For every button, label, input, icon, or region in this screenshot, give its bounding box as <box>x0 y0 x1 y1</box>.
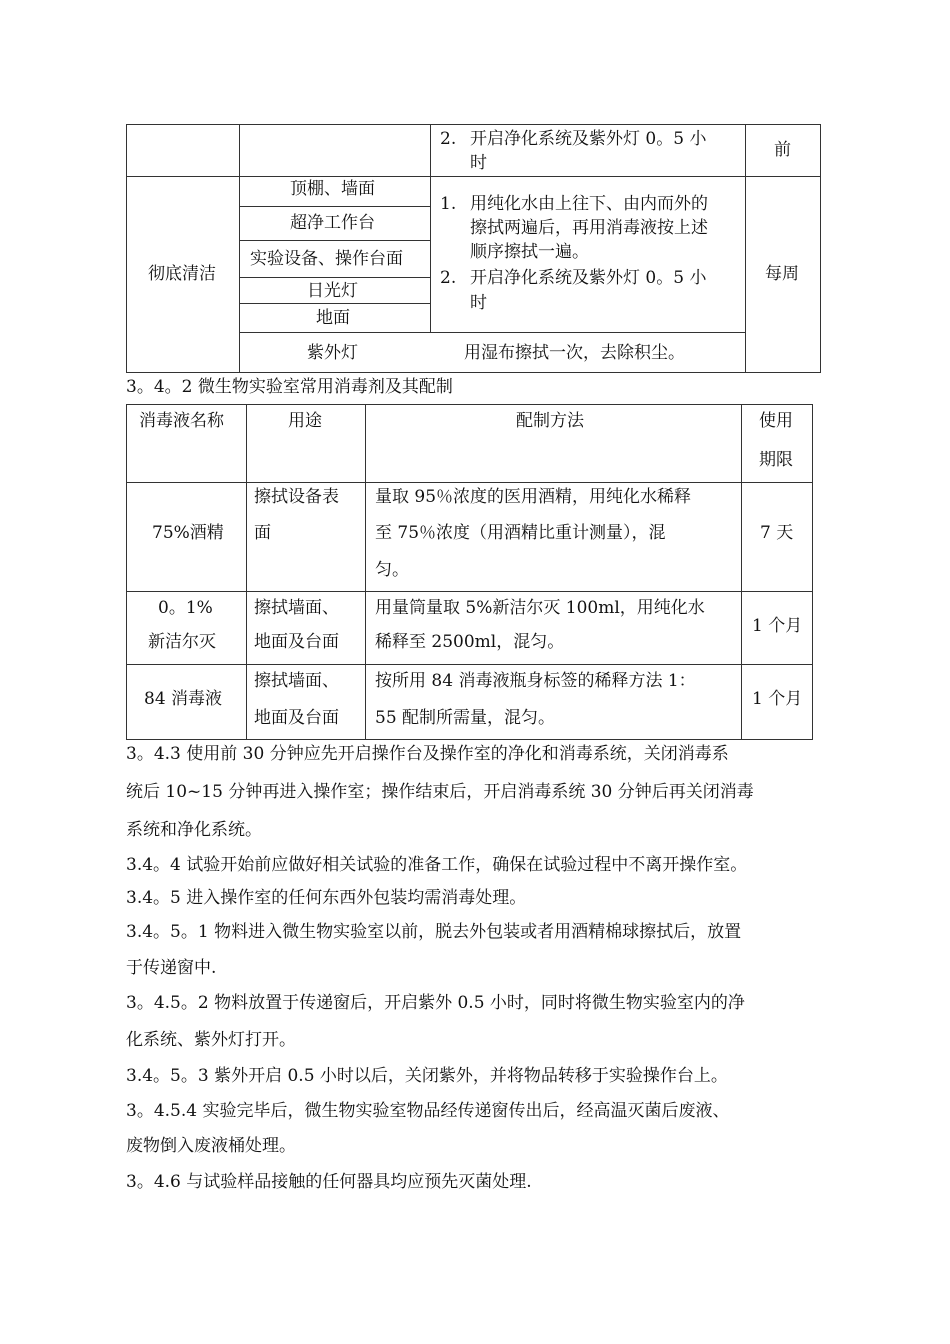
paragraph-line: 3.4。5。1 物料进入微生物实验室以前，脱去外包装或者用酒精棉球擦拭后，放置 <box>126 922 742 942</box>
paragraph-line: 3。4.3 使用前 30 分钟应先开启操作台及操作室的净化和消毒系统，关闭消毒系 <box>126 744 729 764</box>
frequency-cell: 每周 <box>765 264 799 284</box>
table-border <box>126 124 127 373</box>
preparation-method: 量取 95％浓度的医用酒精，用纯化水稀释 <box>375 487 692 507</box>
column-header-limit: 使用 <box>759 411 793 431</box>
table-border <box>126 664 812 665</box>
table-border <box>126 404 812 405</box>
disinfectant-name: 0。1% <box>158 598 213 618</box>
preparation-method: 按所用 84 消毒液瓶身标签的稀释方法 1： <box>375 671 696 691</box>
column-header-use: 用途 <box>288 411 322 431</box>
preparation-method: 匀。 <box>375 560 409 580</box>
method-number: 1. <box>440 194 457 214</box>
area-cell: 紫外灯 <box>307 343 358 363</box>
table-border <box>239 303 430 304</box>
usage-limit: 1 个月 <box>752 689 803 709</box>
area-cell: 顶棚、墙面 <box>290 179 375 199</box>
disinfectant-use: 擦拭设备表 <box>254 487 339 507</box>
method-text: 开启净化系统及紫外灯 0。5 小 <box>470 268 707 288</box>
paragraph-line: 3.4。4 试验开始前应做好相关试验的准备工作，确保在试验过程中不离开操作室。 <box>126 855 748 875</box>
table-border <box>126 404 127 740</box>
paragraph-line: 废物倒入废液桶处理。 <box>126 1136 296 1156</box>
preparation-method: 用量筒量取 5%新洁尔灭 100ml，用纯化水 <box>375 598 705 618</box>
paragraph-line: 3。4.5.4 实验完毕后，微生物实验室物品经传递窗传出后，经高温灭菌后废液、 <box>126 1101 730 1121</box>
paragraph-line: 于传递窗中. <box>126 958 217 978</box>
section-heading: 3。4。2 微生物实验室常用消毒剂及其配制 <box>126 377 453 397</box>
method-text: 顺序擦拭一遍。 <box>470 242 589 262</box>
table-border <box>239 277 430 278</box>
paragraph-line: 3。4.5。2 物料放置于传递窗后，开启紫外 0.5 小时，同时将微生物实验室内的净 <box>126 993 745 1013</box>
disinfectant-use: 地面及台面 <box>254 632 339 652</box>
paragraph-line: 3.4。5。3 紫外开启 0.5 小时以后，关闭紫外，并将物品转移于实验操作台上。 <box>126 1066 728 1086</box>
preparation-method: 稀释至 2500ml，混匀。 <box>375 632 565 652</box>
disinfectant-use: 擦拭墙面、 <box>254 598 339 618</box>
table-border <box>126 124 820 125</box>
method-text: 开启净化系统及紫外灯 0。5 小 <box>470 129 707 149</box>
table-border <box>430 124 431 333</box>
table-border <box>239 206 430 207</box>
table-border <box>239 124 240 373</box>
table-border <box>246 404 247 740</box>
area-cell: 地面 <box>316 308 350 328</box>
disinfectant-name: 84 消毒液 <box>144 689 223 709</box>
method-number: 2. <box>440 129 457 149</box>
area-cell: 超净工作台 <box>290 213 375 233</box>
area-cell: 实验设备、操作台面 <box>250 249 403 269</box>
disinfectant-name: 新洁尔灭 <box>148 632 216 652</box>
column-header-limit: 期限 <box>759 450 793 470</box>
paragraph-line: 系统和净化系统。 <box>126 820 262 840</box>
disinfectant-use: 地面及台面 <box>254 708 339 728</box>
disinfectant-use: 面 <box>254 523 271 543</box>
paragraph-line: 化系统、紫外灯打开。 <box>126 1030 296 1050</box>
method-text: 时 <box>470 293 487 313</box>
method-number: 2. <box>440 268 457 288</box>
method-text: 擦拭两遍后，再用消毒液按上述 <box>470 218 708 238</box>
frequency-cell: 前 <box>774 140 791 160</box>
table-border <box>126 176 820 177</box>
paragraph-line: 统后 10~15 分钟再进入操作室；操作结束后，开启消毒系统 30 分钟后再关闭消毒 <box>126 782 754 802</box>
method-text: 用纯化水由上往下、由内而外的 <box>470 194 708 214</box>
method-text: 时 <box>470 153 487 173</box>
cleaning-type-label: 彻底清洁 <box>148 264 216 284</box>
column-header-name: 消毒液名称 <box>139 411 224 431</box>
table-border <box>239 240 430 241</box>
column-header-method: 配制方法 <box>516 411 584 431</box>
table-border <box>126 591 812 592</box>
table-border <box>745 124 746 373</box>
table-border <box>126 739 812 740</box>
usage-limit: 1 个月 <box>752 616 803 636</box>
table-border <box>126 372 820 373</box>
method-text: 用湿布擦拭一次，去除积尘。 <box>464 343 685 363</box>
disinfectant-name: 75%酒精 <box>152 523 224 543</box>
table-border <box>812 404 813 740</box>
paragraph-line: 3。4.6 与试验样品接触的任何器具均应预先灭菌处理. <box>126 1172 532 1192</box>
table-border <box>126 482 812 483</box>
area-cell: 日光灯 <box>307 281 358 301</box>
preparation-method: 至 75％浓度（用酒精比重计测量），混 <box>375 523 666 543</box>
table-border <box>820 124 821 373</box>
table-border <box>741 404 742 740</box>
disinfectant-use: 擦拭墙面、 <box>254 671 339 691</box>
table-border <box>239 332 746 333</box>
preparation-method: 55 配制所需量，混匀。 <box>375 708 556 728</box>
table-border <box>365 404 366 740</box>
paragraph-line: 3.4。5 进入操作室的任何东西外包装均需消毒处理。 <box>126 888 527 908</box>
usage-limit: 7 天 <box>760 523 794 543</box>
